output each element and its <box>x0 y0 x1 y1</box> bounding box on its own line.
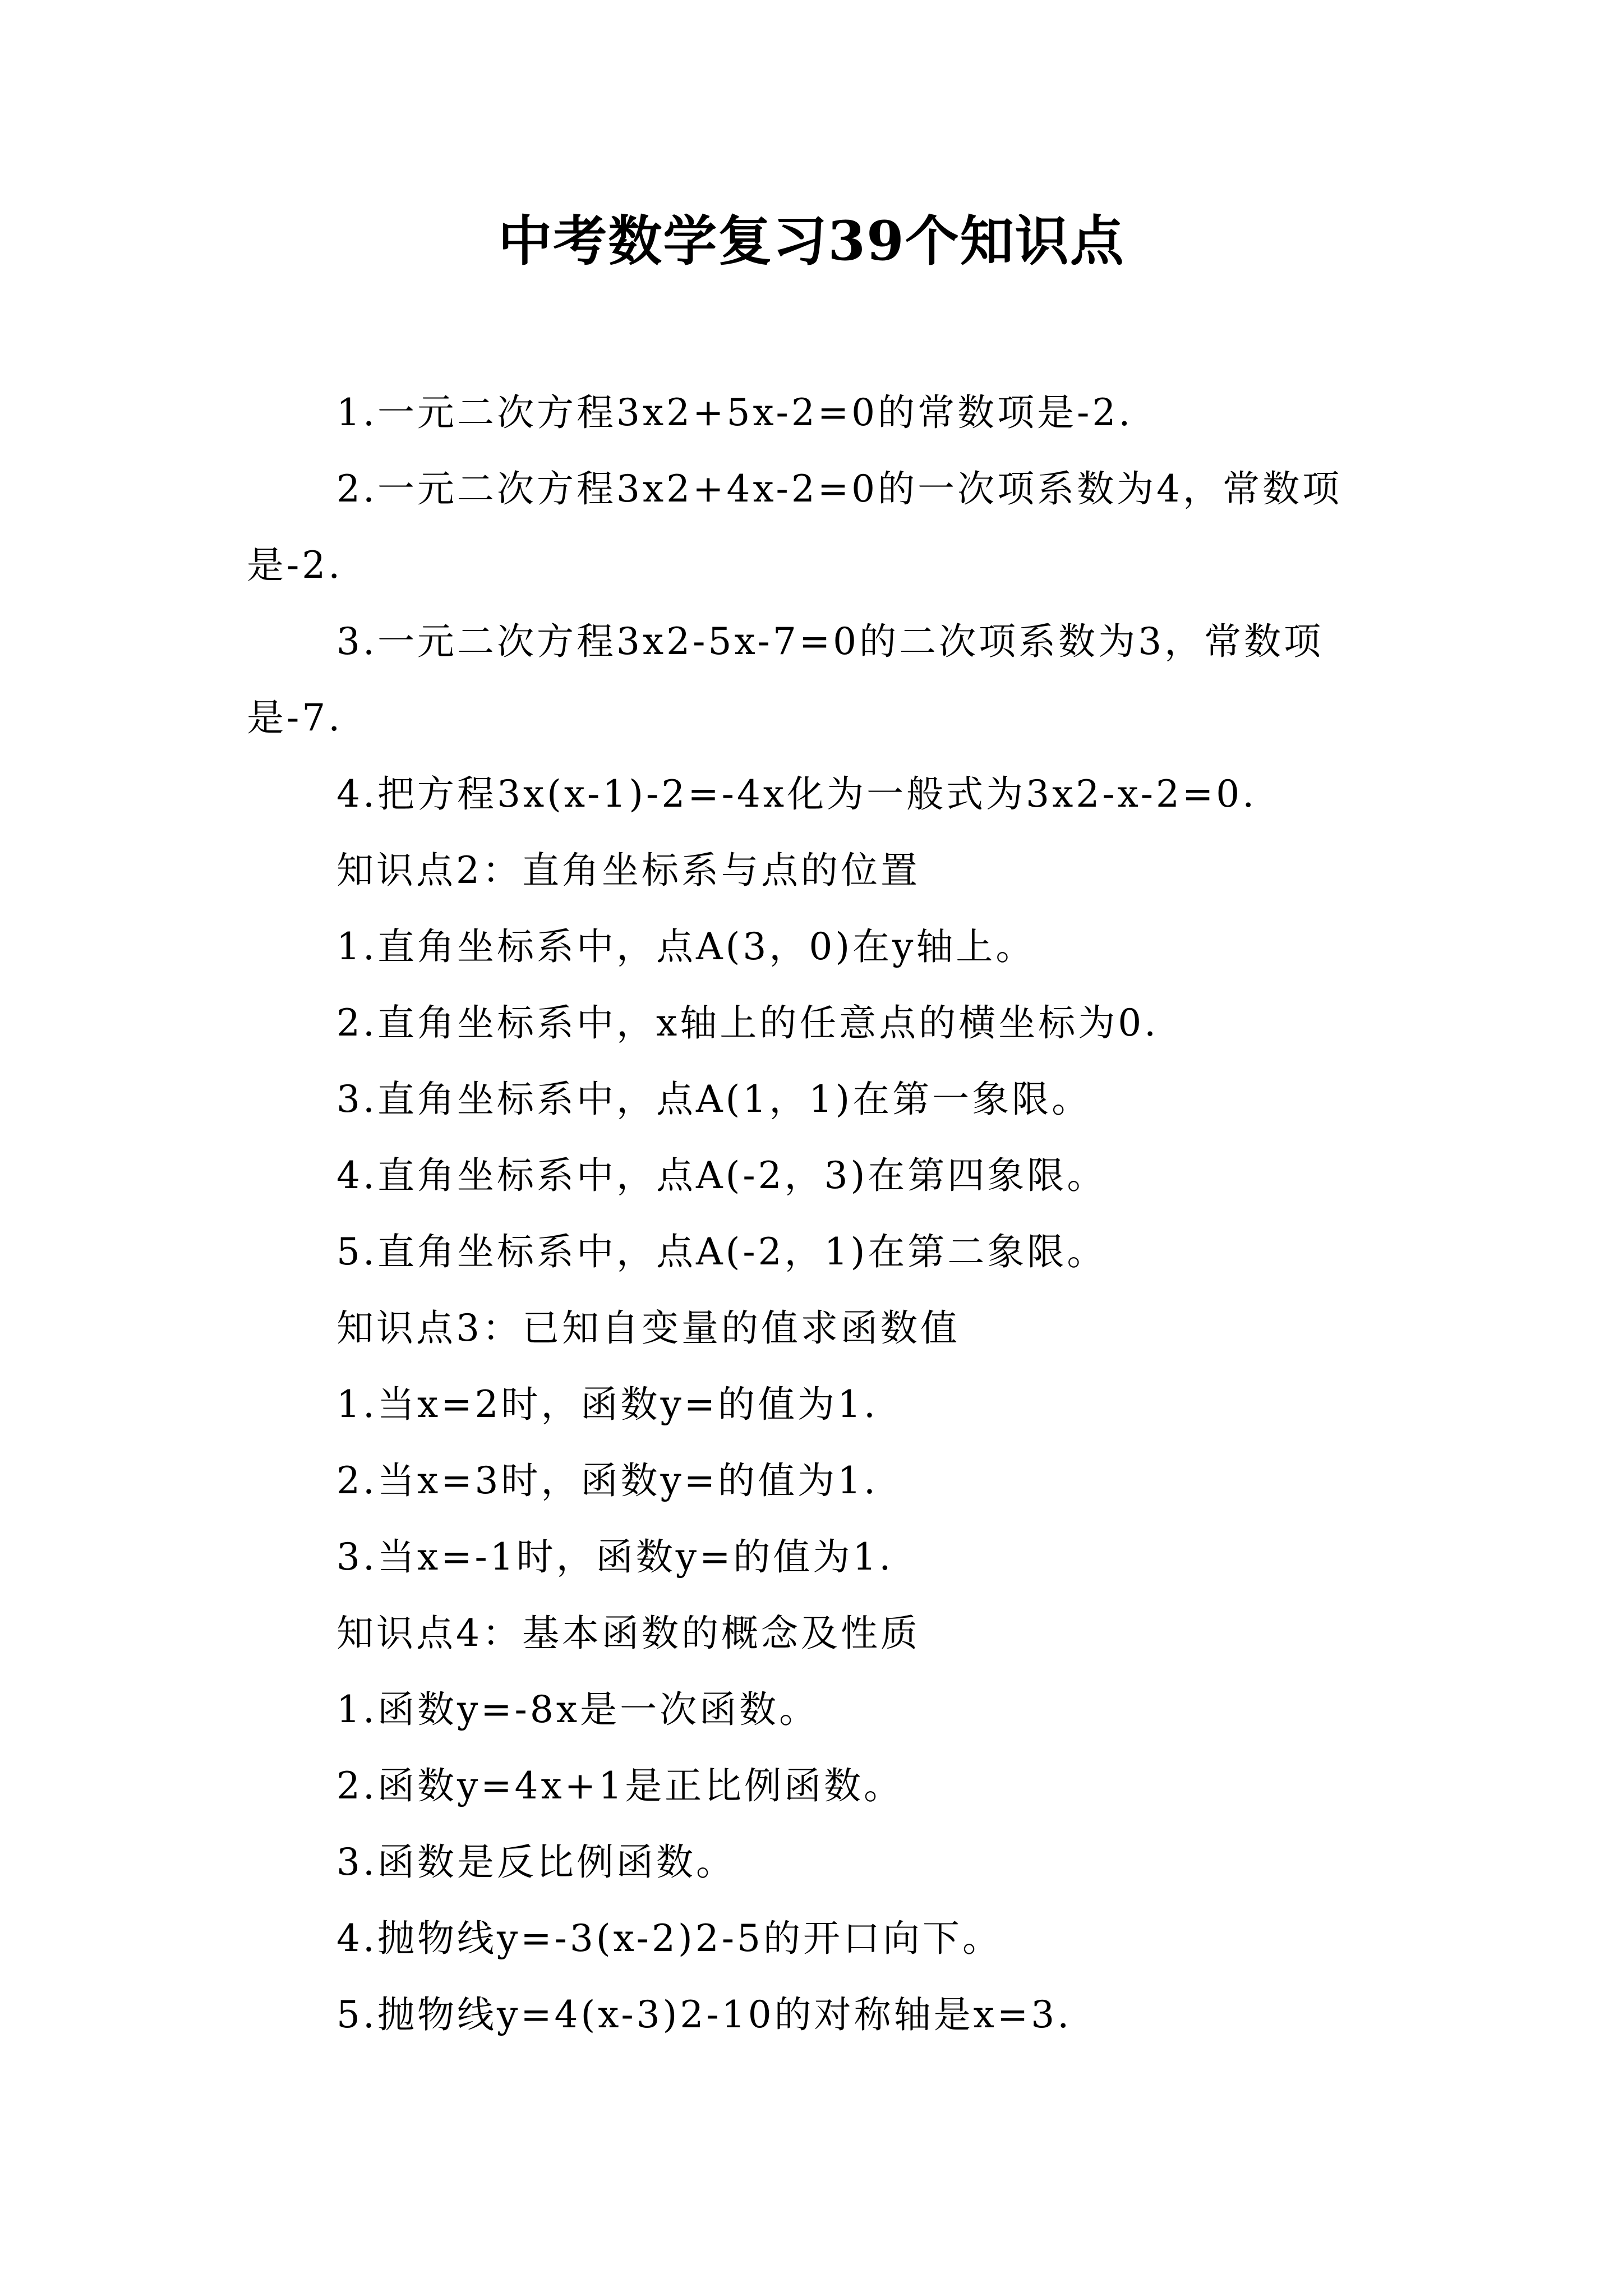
paragraph-6: 2.直角坐标系中，x轴上的任意点的横坐标为0. <box>336 1001 1159 1045</box>
paragraph-10: 1.当x=2时，函数y=的值为1. <box>336 1383 879 1426</box>
paragraph-8: 4.直角坐标系中，点A(-2，3)在第四象限。 <box>336 1154 1107 1197</box>
paragraph-17: 5.抛物线y=4(x-3)2-10的对称轴是x=3. <box>336 1993 1072 2036</box>
document-body <box>247 375 1376 2053</box>
paragraph-15: 3.函数是反比例函数。 <box>336 1841 736 1884</box>
paragraph-7: 3.直角坐标系中，点A(1，1)在第一象限。 <box>336 1078 1092 1121</box>
paragraph-13: 1.函数y=-8x是一次函数。 <box>336 1688 819 1731</box>
document-title: 中考数学复习39个知识点 <box>498 209 1125 273</box>
section-heading-2: 知识点2：直角坐标系与点的位置 <box>336 849 920 892</box>
paragraph-2: 2.一元二次方程3x2+4x-2=0的一次项系数为4，常数项是-2. <box>247 467 1343 587</box>
paragraph-9: 5.直角坐标系中，点A(-2，1)在第二象限。 <box>336 1230 1107 1273</box>
paragraph-14: 2.函数y=4x+1是正比例函数。 <box>336 1764 904 1807</box>
paragraph-16: 4.抛物线y=-3(x-2)2-5的开口向下。 <box>336 1917 1002 1960</box>
paragraph-12: 3.当x=-1时，函数y=的值为1. <box>336 1535 894 1579</box>
paragraph-3: 3.一元二次方程3x2-5x-7=0的二次项系数为3，常数项是-7. <box>247 620 1324 739</box>
paragraph-11: 2.当x=3时，函数y=的值为1. <box>336 1459 879 1502</box>
paragraph-5: 1.直角坐标系中，点A(3，0)在y轴上。 <box>336 925 1036 968</box>
section-heading-4: 知识点4：基本函数的概念及性质 <box>336 1612 920 1655</box>
section-heading-3: 知识点3：已知自变量的值求函数值 <box>336 1306 960 1350</box>
paragraph-4: 4.把方程3x(x-1)-2=-4x化为一般式为3x2-x-2=0. <box>336 772 1257 816</box>
paragraph-1: 1.一元二次方程3x2+5x-2=0的常数项是-2. <box>336 391 1133 434</box>
